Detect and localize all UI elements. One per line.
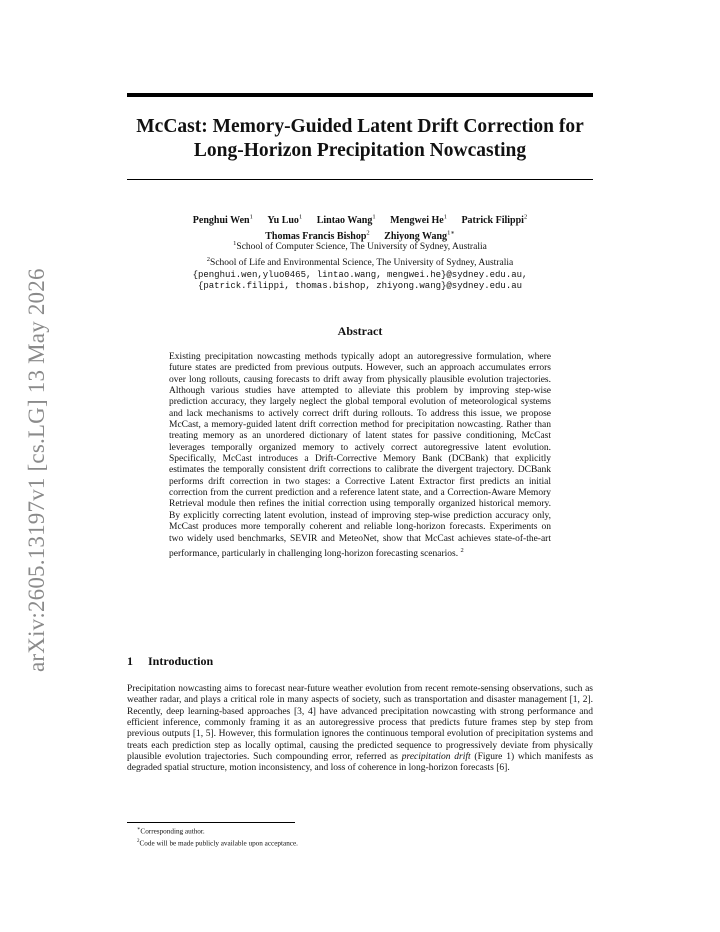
affiliation-1: $^1$School of Computer Science, The University of Sydney, Australia [233, 240, 487, 253]
title-bottom-rule [127, 179, 593, 180]
affiliations [120, 238, 600, 293]
title-line-2: Long-Horizon Precipitation Nowcasting [193, 140, 527, 161]
author: Zhiyong Wang$^{1∗}$ [384, 229, 455, 242]
email-line-1: {penghui.wen,yluo0465, lintao.wang, mengwei.he}@sydney.edu.au, [192, 269, 528, 280]
author: Yu Luo$^1$ [267, 214, 303, 227]
section-number: 1 [127, 654, 133, 668]
paper-title [120, 115, 600, 163]
author: Thomas Francis Bishop$^2$ [265, 229, 370, 242]
arxiv-stamp [18, 258, 50, 672]
abstract-text: Existing precipitation nowcasting methods typically adopt an autoregressive formulation, where future states are predicted from previous outputs. However, such an approach accumulates errors over long rollouts, causing forecasts to drift away from physically plausible evolution trajectories. Although various studies have attempted to alleviate this problem by improving step-wise prediction accuracy, they largely neglect the global temporal evolution of meteorological systems and lack mechanisms to actively correct drift during rollouts. To address this issue, we propose McCast, a memory-guided latent drift correction method for precipitation nowcasting. Rather than treating memory as an unordered dictionary of latent states for passive conditioning, McCast leverages temporally organized memory to actively correct autoregressive latent evolution. Specifically, McCast introduces a Drift-Corrective Memory Bank (DCBank) that explicitly estimates the temporally consistent drift corrections to calibrate the divergent trajectory. DCBank performs drift correction in two stages: a Corrective Latent Extractor first predicts an initial correction from the current prediction and a reference latent state, and a Correction-Aware Memory Retrieval module then refines the initial correction using temporally organized historical memory. By explicitly correcting latent evolution, instead of improving step-wise prediction accuracy only, McCast produces more temporally coherent and reliable long-horizon forecasts. Experiments on two widely used benchmarks, SEVIR and MeteoNet, show that McCast achieves state-of-the-art performance, particularly in challenging long-horizon forecasting scenarios. [169, 352, 551, 559]
author: Mengwei He$^1$ [390, 214, 447, 227]
introduction-paragraph: Precipitation nowcasting aims to forecast near-future weather evolution from recent remote-sensing observations, such as weather radar, and plays a critical role in many aspects of society, such as transportation and disaster management [1, 2]. Recently, deep learning-based approaches [3, 4] have advanced precipitation nowcasting with strong performance and efficient inference, commonly framing it as an autoregressive process that predicts future frames step by step from previous outputs [1, 5]. However, this formulation ignores the continuous temporal evolution of precipitation systems and treats each prediction step as locally optimal, causing the predicted sequence to progressively deviate from physically plausible evolution trajectories. Such compounding error, referred as precipitation drift (Figure 1) which manifests as degraded spatial structure, motion inconsistency, and loss of coherence in long-horizon forecasts [6]. [127, 684, 594, 774]
section-heading [127, 654, 213, 669]
emphasis-term: precipitation drift [401, 752, 471, 763]
abstract-heading: Abstract [337, 324, 383, 338]
affiliation-2: $^2$School of Life and Environmental Science, The University of Sydney, Australia [206, 255, 514, 269]
arxiv-stamp-text: arXiv:2605.13197v1 [cs.LG] 13 May 2026 [24, 268, 49, 672]
author: Penghui Wen$^1$ [192, 214, 253, 227]
footnotes [127, 825, 298, 849]
footnote: ∗Corresponding author. [137, 827, 205, 836]
abstract-body [169, 352, 551, 560]
section-title: Introduction [148, 654, 214, 668]
author: Patrick Filippi$^2$ [461, 214, 528, 227]
author: Lintao Wang$^1$ [316, 214, 376, 227]
title-line-1: McCast: Memory-Guided Latent Drift Correction for [136, 116, 584, 137]
footnote: $^2$Code will be made publicly available upon acceptance. [137, 838, 298, 848]
title-top-rule [127, 93, 593, 97]
footnote-rule [127, 822, 295, 823]
email-line-2: {patrick.filippi, thomas.bishop, zhiyong.wang}@sydney.edu.au [197, 281, 523, 292]
footnote-ref: 2 [460, 546, 464, 554]
